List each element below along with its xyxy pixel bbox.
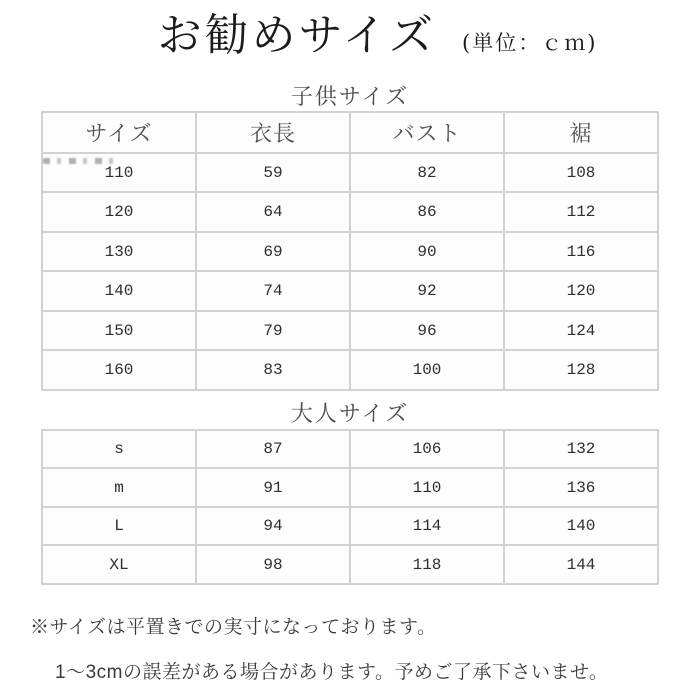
table-cell: 69 (196, 232, 350, 272)
table-cell: 83 (196, 350, 350, 390)
notes-block (0, 616, 700, 685)
column-header-cell: 衣長 (196, 112, 350, 153)
table-cell: 106 (350, 430, 504, 469)
table-cell: 140 (42, 271, 196, 311)
table-cell: 150 (42, 311, 196, 351)
table-row (42, 468, 658, 507)
table-row (42, 232, 658, 272)
table-cell: 108 (504, 153, 658, 193)
children-table-body (42, 153, 658, 390)
table-cell: s (42, 430, 196, 469)
title-row (0, 0, 700, 63)
table-cell: m (42, 468, 196, 507)
table-cell: 86 (350, 192, 504, 232)
table-row (42, 545, 658, 584)
adult-section-heading: 大人サイズ (290, 400, 410, 426)
table-cell: XL (42, 545, 196, 584)
table-cell: 82 (350, 153, 504, 193)
table-row (42, 311, 658, 351)
children-section-heading: 子供サイズ (290, 83, 410, 109)
table-row (42, 153, 658, 193)
table-cell: 64 (196, 192, 350, 232)
table-cell: 59 (196, 153, 350, 193)
table-cell: 98 (196, 545, 350, 584)
table-cell: 91 (196, 468, 350, 507)
table-cell: 110 (350, 468, 504, 507)
table-cell: 94 (196, 507, 350, 546)
table-cell: 144 (504, 545, 658, 584)
unit-label: (単位：ｃｍ) (462, 31, 598, 55)
table-cell: 92 (350, 271, 504, 311)
table-cell: 118 (350, 545, 504, 584)
adult-size-table (41, 429, 659, 585)
table-row (42, 192, 658, 232)
table-cell: 132 (504, 430, 658, 469)
table-cell: 90 (350, 232, 504, 272)
table-cell: 79 (196, 311, 350, 351)
table-cell: 110 (42, 153, 196, 193)
table-cell: 74 (196, 271, 350, 311)
table-cell: 136 (504, 468, 658, 507)
children-size-table (41, 111, 659, 391)
table-row (42, 430, 658, 469)
table-cell: 124 (504, 311, 658, 351)
table-cell: 112 (504, 192, 658, 232)
table-cell: 96 (350, 311, 504, 351)
page-title: お勧めサイズ (157, 10, 437, 61)
table-cell: 140 (504, 507, 658, 546)
table-cell: 128 (504, 350, 658, 390)
column-header-cell: サイズ (42, 112, 196, 153)
column-header-cell: 裾 (504, 112, 658, 153)
note-flat-measurement: ※サイズは平置きでの実寸になっております。 (30, 616, 437, 638)
table-cell: 116 (504, 232, 658, 272)
table-cell: 87 (196, 430, 350, 469)
children-table-header (42, 112, 658, 153)
table-cell: L (42, 507, 196, 546)
table-row (42, 507, 658, 546)
table-cell: 120 (42, 192, 196, 232)
table-cell: 120 (504, 271, 658, 311)
header-row (42, 112, 658, 153)
adult-table-body (42, 430, 658, 584)
table-row (42, 350, 658, 390)
table-cell: 130 (42, 232, 196, 272)
table-cell: 160 (42, 350, 196, 390)
table-row (42, 271, 658, 311)
column-header-cell: バスト (350, 112, 504, 153)
table-cell: 100 (350, 350, 504, 390)
table-cell: 114 (350, 507, 504, 546)
note-tolerance: 1〜3cmの誤差がある場合があります。予めご了承下さいませ。 (55, 661, 609, 683)
